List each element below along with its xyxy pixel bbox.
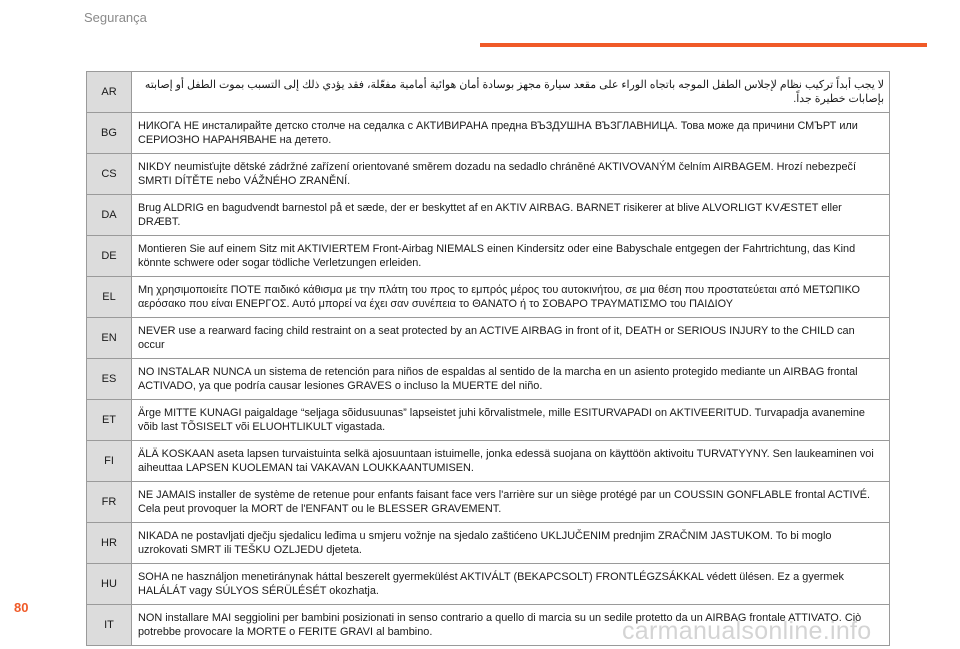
warning-text: NO INSTALAR NUNCA un sistema de retención para niños de espaldas al sentido de la marcha en un asiento protegido mediante un AIRBAG frontal ACTIVADO, ya que podría causar lesiones GRAVES o incluso la MUERTE del niño. bbox=[132, 359, 890, 400]
language-code: ES bbox=[87, 359, 132, 400]
language-code: BG bbox=[87, 113, 132, 154]
page-number: 80 bbox=[14, 600, 29, 615]
language-code: CS bbox=[87, 154, 132, 195]
table-row bbox=[87, 277, 890, 318]
warning-text: NIKDY neumisťujte dětské zádržné zařízení orientované směrem dozadu na sedadlo chráněné AKTIVOVANÝM čelním AIRBAGEM. Hrozí nebezpečí SMRTI DÍTĚTE nebo VÁŽNÉHO ZRANĚNÍ. bbox=[132, 154, 890, 195]
language-code: HR bbox=[87, 523, 132, 564]
language-code: FR bbox=[87, 482, 132, 523]
table-row bbox=[87, 154, 890, 195]
language-code: HU bbox=[87, 564, 132, 605]
warning-text: ÄLÄ KOSKAAN aseta lapsen turvaistuinta selkä ajosuuntaan istuimelle, jonka edessä suojana on käyttöön aktivoitu TURVATYYNY. Sen laukeaminen voi aiheuttaa LAPSEN KUOLEMAN tai VAKAVAN LOUKKAANTUMISEN. bbox=[132, 441, 890, 482]
table-row bbox=[87, 523, 890, 564]
watermark: carmanualsonline.info bbox=[622, 617, 872, 645]
airbag-warning-table bbox=[86, 71, 890, 646]
warning-text: Μη χρησιμοποιείτε ΠΟΤΕ παιδικό κάθισμα με την πλάτη του προς το εμπρός μέρος του αυτοκινήτου, σε μια θέση που προστατεύεται από ΜΕΤΩΠΙΚΟ αερόσακο που είναι ΕΝΕΡΓΟΣ. Αυτό μπορεί να έχει σαν συνέπεια το ΘΑΝΑΤΟ ή το ΣΟΒΑΡΟ ΤΡΑΥΜΑΤΙΣΜΟ του ΠΑΙΔΙΟΥ bbox=[132, 277, 890, 318]
warning-text: Ärge MITTE KUNAGI paigaldage “seljaga sõidusuunas” lapseistet juhi kõrvalistmele, mille ESITURVAPADI on AKTIVEERITUD. Turvapadja avanemine võib last TÕSISELT või ELUOHTLIKULT vigastada. bbox=[132, 400, 890, 441]
warning-text: NEVER use a rearward facing child restraint on a seat protected by an ACTIVE AIRBAG in front of it, DEATH or SERIOUS INJURY to the CHILD can occur bbox=[132, 318, 890, 359]
warning-text: NIKADA ne postavljati dječju sjedalicu leđima u smjeru vožnje na sjedalo zaštićeno UKLJUČENIM prednjim ZRAČNIM JASTUKOM. To bi moglo uzrokovati SMRT ili TEŠKU OZLJEDU djeteta. bbox=[132, 523, 890, 564]
section-title: Segurança bbox=[84, 10, 147, 25]
warning-text: NE JAMAIS installer de système de retenue pour enfants faisant face vers l'arrière sur un siège protégé par un COUSSIN GONFLABLE frontal ACTIVÉ. Cela peut provoquer la MORT de l'ENFANT ou le BLESSER GRAVEMENT. bbox=[132, 482, 890, 523]
table-row bbox=[87, 564, 890, 605]
language-code: ET bbox=[87, 400, 132, 441]
language-code: EN bbox=[87, 318, 132, 359]
table-row bbox=[87, 195, 890, 236]
warning-text: SOHA ne használjon menetiránynak háttal beszerelt gyermekülést AKTIVÁLT (BEKAPCSOLT) FRONTLÉGZSÁKKAL védett ülésen. Ez a gyermek HALÁLÁT vagy SÚLYOS SÉRÜLÉSÉT okozhatja. bbox=[132, 564, 890, 605]
language-code: IT bbox=[87, 605, 132, 646]
warning-text: Brug ALDRIG en bagudvendt barnestol på et sæde, der er beskyttet af en AKTIV AIRBAG. BARNET risikerer at blive ALVORLIGT KVÆSTET eller DRÆBT. bbox=[132, 195, 890, 236]
table-row bbox=[87, 400, 890, 441]
table-row bbox=[87, 482, 890, 523]
language-code: FI bbox=[87, 441, 132, 482]
table-row bbox=[87, 441, 890, 482]
accent-bar bbox=[480, 43, 927, 47]
warning-text: НИКОГА НЕ инсталирайте детско столче на седалка с АКТИВИРАНА предна ВЪЗДУШНА ВЪЗГЛАВНИЦА. Това може да причини СМЪРТ или СЕРИОЗНО НАРАНЯВАНЕ на детето. bbox=[132, 113, 890, 154]
language-code: DE bbox=[87, 236, 132, 277]
language-code: DA bbox=[87, 195, 132, 236]
language-code: EL bbox=[87, 277, 132, 318]
table-row bbox=[87, 113, 890, 154]
warning-text: لا يجب أبداً تركيب نظام لإجلاس الطفل الموجه باتجاه الوراء على مقعد سيارة مجهز بوسادة أمان هوائية أمامية مفعّلة، فقد يؤدي ذلك إلى التسبب بموت الطفل أو إصابته بإصابات خطيرة جداً. bbox=[132, 72, 890, 113]
warning-text: NON installare MAI seggiolini per bambini posizionati in senso contrario a quello di marcia su un sedile protetto da un AIRBAG frontale ATTIVATO. Ciò potrebbe provocare la MORTE o FERITE GRAVI al bambino. bbox=[132, 605, 890, 646]
table-row bbox=[87, 236, 890, 277]
table-row bbox=[87, 359, 890, 400]
table-row bbox=[87, 318, 890, 359]
warning-text: Montieren Sie auf einem Sitz mit AKTIVIERTEM Front-Airbag NIEMALS einen Kindersitz oder eine Babyschale entgegen der Fahrtrichtung, das Kind könnte schwere oder sogar tödliche Verletzungen erleiden. bbox=[132, 236, 890, 277]
language-code: AR bbox=[87, 72, 132, 113]
table-row bbox=[87, 72, 890, 113]
